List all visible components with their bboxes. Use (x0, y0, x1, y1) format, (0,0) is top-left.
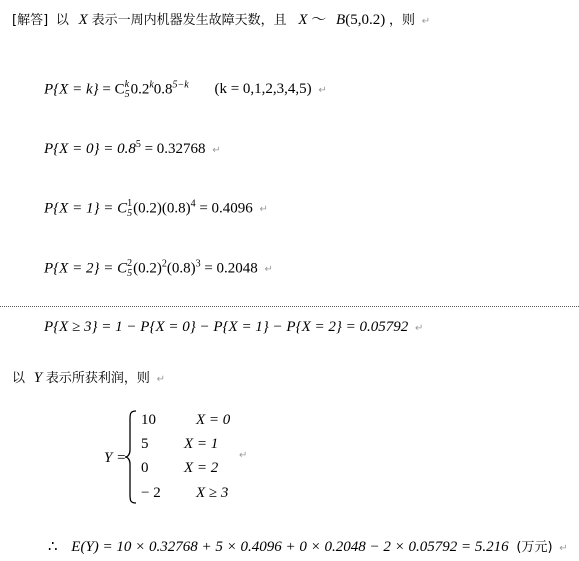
therefore-symbol: ∴ (48, 539, 58, 555)
formula-general (44, 80, 327, 100)
piecewise-lhs: Y = (104, 450, 127, 466)
formula-x1-lhs: P{X = 1} = C (44, 200, 128, 217)
intro-dist-params: (5,0.2) (345, 12, 386, 28)
combination-sup: 2 (127, 258, 133, 269)
return-mark-icon: ↵ (421, 16, 431, 27)
piece-value-0: 10 (141, 412, 156, 428)
piece-cond-2: X = 2 (184, 460, 219, 476)
intro-dist: B (336, 12, 346, 28)
expectation-unit: (万元) (516, 540, 553, 555)
profit-text-2: 表示所获利润，则 (45, 371, 150, 386)
piece-cond-1: X = 1 (184, 436, 219, 452)
formula-x2-lhs: P{X = 2} = C (44, 260, 128, 277)
piece-value-1: 5 (141, 436, 149, 452)
return-mark-icon: ↵ (318, 85, 327, 97)
combination-sub: 5 (127, 268, 133, 279)
combination-sup: 1 (127, 198, 133, 209)
piece-cond-3: X ≥ 3 (196, 485, 229, 501)
formula-general-eq: = C (102, 81, 125, 98)
formula-x2-rhs: = 0.2048 (204, 260, 258, 277)
formula-x2-exp2: 3 (195, 258, 201, 270)
return-mark-icon: ↵ (264, 264, 273, 276)
base-q: 0.8 (153, 81, 173, 98)
combination-sup: k (124, 79, 130, 90)
formula-x0 (44, 140, 221, 160)
formula-x0-exp: 5 (135, 139, 141, 150)
answer-label: [解答] (12, 13, 49, 28)
formula-x2 (44, 259, 273, 279)
formula-x0-lhs: P{X = 0} = 0.8 (44, 141, 136, 157)
piece-cond-0: X = 0 (196, 412, 231, 428)
combination-indices (127, 259, 132, 279)
return-mark-icon: ↵ (415, 323, 424, 334)
intro-var-x: X (78, 12, 88, 28)
intro-text-3: ，则 (388, 13, 415, 28)
formula-x3-text: P{X ≥ 3} = 1 − P{X = 0} − P{X = 1} − P{X = 2} = 0.05792 (44, 319, 409, 335)
formula-x2-p1: (0.2) (133, 260, 162, 277)
base-p: 0.2 (130, 81, 150, 98)
formula-x1-rhs: = 0.4096 (199, 200, 253, 217)
left-brace-icon (124, 410, 138, 504)
profit-text-1: 以 (12, 371, 26, 386)
formula-general-lhs: P{X = k} (44, 81, 99, 98)
intro-dist-var: X (298, 12, 308, 28)
expectation-formula: E(Y) = 10 × 0.32768 + 5 × 0.4096 + 0 × 0.2048 − 2 × 0.05792 = 5.216 (71, 539, 509, 555)
combination-indices (125, 80, 130, 100)
formula-x0-rhs: = 0.32768 (144, 141, 206, 157)
return-mark-icon: ↵ (259, 204, 268, 216)
piece-value-3: − 2 (141, 485, 161, 501)
intro-line (12, 11, 430, 31)
intro-text-2: 表示一周内机器发生故障天数，且 (91, 13, 287, 28)
formula-x1-mid: (0.2)(0.8) (133, 200, 191, 217)
formula-x2-exp1: 2 (161, 258, 167, 270)
combination-sub: 5 (127, 208, 133, 219)
return-mark-icon: ↵ (156, 374, 166, 385)
formula-x3 (44, 318, 423, 338)
combination-indices (127, 199, 132, 219)
formula-x2-p2: (0.8) (166, 260, 196, 277)
page-break-divider (0, 306, 579, 307)
combination-sub: 5 (124, 89, 130, 100)
piece-value-2: 0 (141, 460, 149, 476)
return-mark-icon: ↵ (239, 450, 248, 461)
formula-x1-exp: 4 (190, 198, 196, 210)
intro-text-1: 以 (55, 13, 69, 28)
intro-tilde: ～ (311, 12, 327, 28)
exp-5-minus-k: 5−k (172, 79, 189, 91)
expectation-line (48, 538, 568, 558)
profit-line (12, 369, 165, 389)
return-mark-icon: ↵ (212, 145, 221, 156)
profit-var-y: Y (33, 370, 43, 386)
formula-x1 (44, 199, 268, 219)
return-mark-icon: ↵ (559, 543, 568, 554)
formula-general-condition: (k = 0,1,2,3,4,5) (214, 81, 312, 98)
exp-k: k (149, 79, 154, 91)
